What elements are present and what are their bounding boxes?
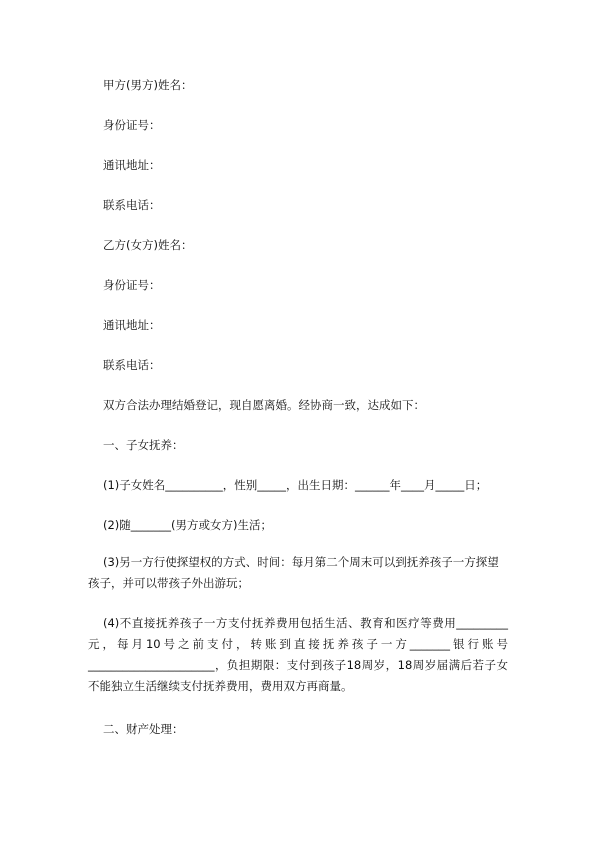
- custody-item-3-block: [88, 552, 508, 594]
- party-b-id-label: 身份证号：: [103, 278, 161, 292]
- custody-item-4-block: [88, 613, 508, 697]
- custody-item-2: (2)随_______(男方或女方)生活；: [103, 518, 273, 532]
- section-property-title: 二、财产处理：: [103, 722, 184, 736]
- custody-item-1: (1)子女姓名__________，性别_____，出生日期：______年____月_____日；: [103, 478, 488, 492]
- party-b-name-label: 乙方(女方)姓名：: [103, 238, 193, 252]
- party-b-phone-label: 联系电话：: [103, 358, 161, 372]
- party-a-name-label: 甲方(男方)姓名：: [103, 78, 193, 92]
- custody-item-4: (4)不直接抚养孩子一方支付抚养费用包括生活、教育和医疗等费用_________元，每月10号之前支付，转账到直接抚养孩子一方_______银行账号______________________，负担期限：支付到孩子18周岁，18周岁届满后若子女不能独立生活继续支付抚养费用，费用双方再商量。: [88, 616, 508, 693]
- intro-paragraph: 双方合法办理结婚登记，现自愿离婚。经协商一致，达成如下：: [103, 398, 425, 412]
- party-a-id-label: 身份证号：: [103, 118, 161, 132]
- custody-item-3: (3)另一方行使探望权的方式、时间：每月第二个周末可以到抚养孩子一方探望孩子，并可以带孩子外出游玩；: [88, 555, 499, 590]
- section-child-custody-title: 一、子女抚养：: [103, 438, 184, 452]
- party-a-address-label: 通讯地址：: [103, 158, 161, 172]
- party-b-address-label: 通讯地址：: [103, 318, 161, 332]
- party-a-phone-label: 联系电话：: [103, 198, 161, 212]
